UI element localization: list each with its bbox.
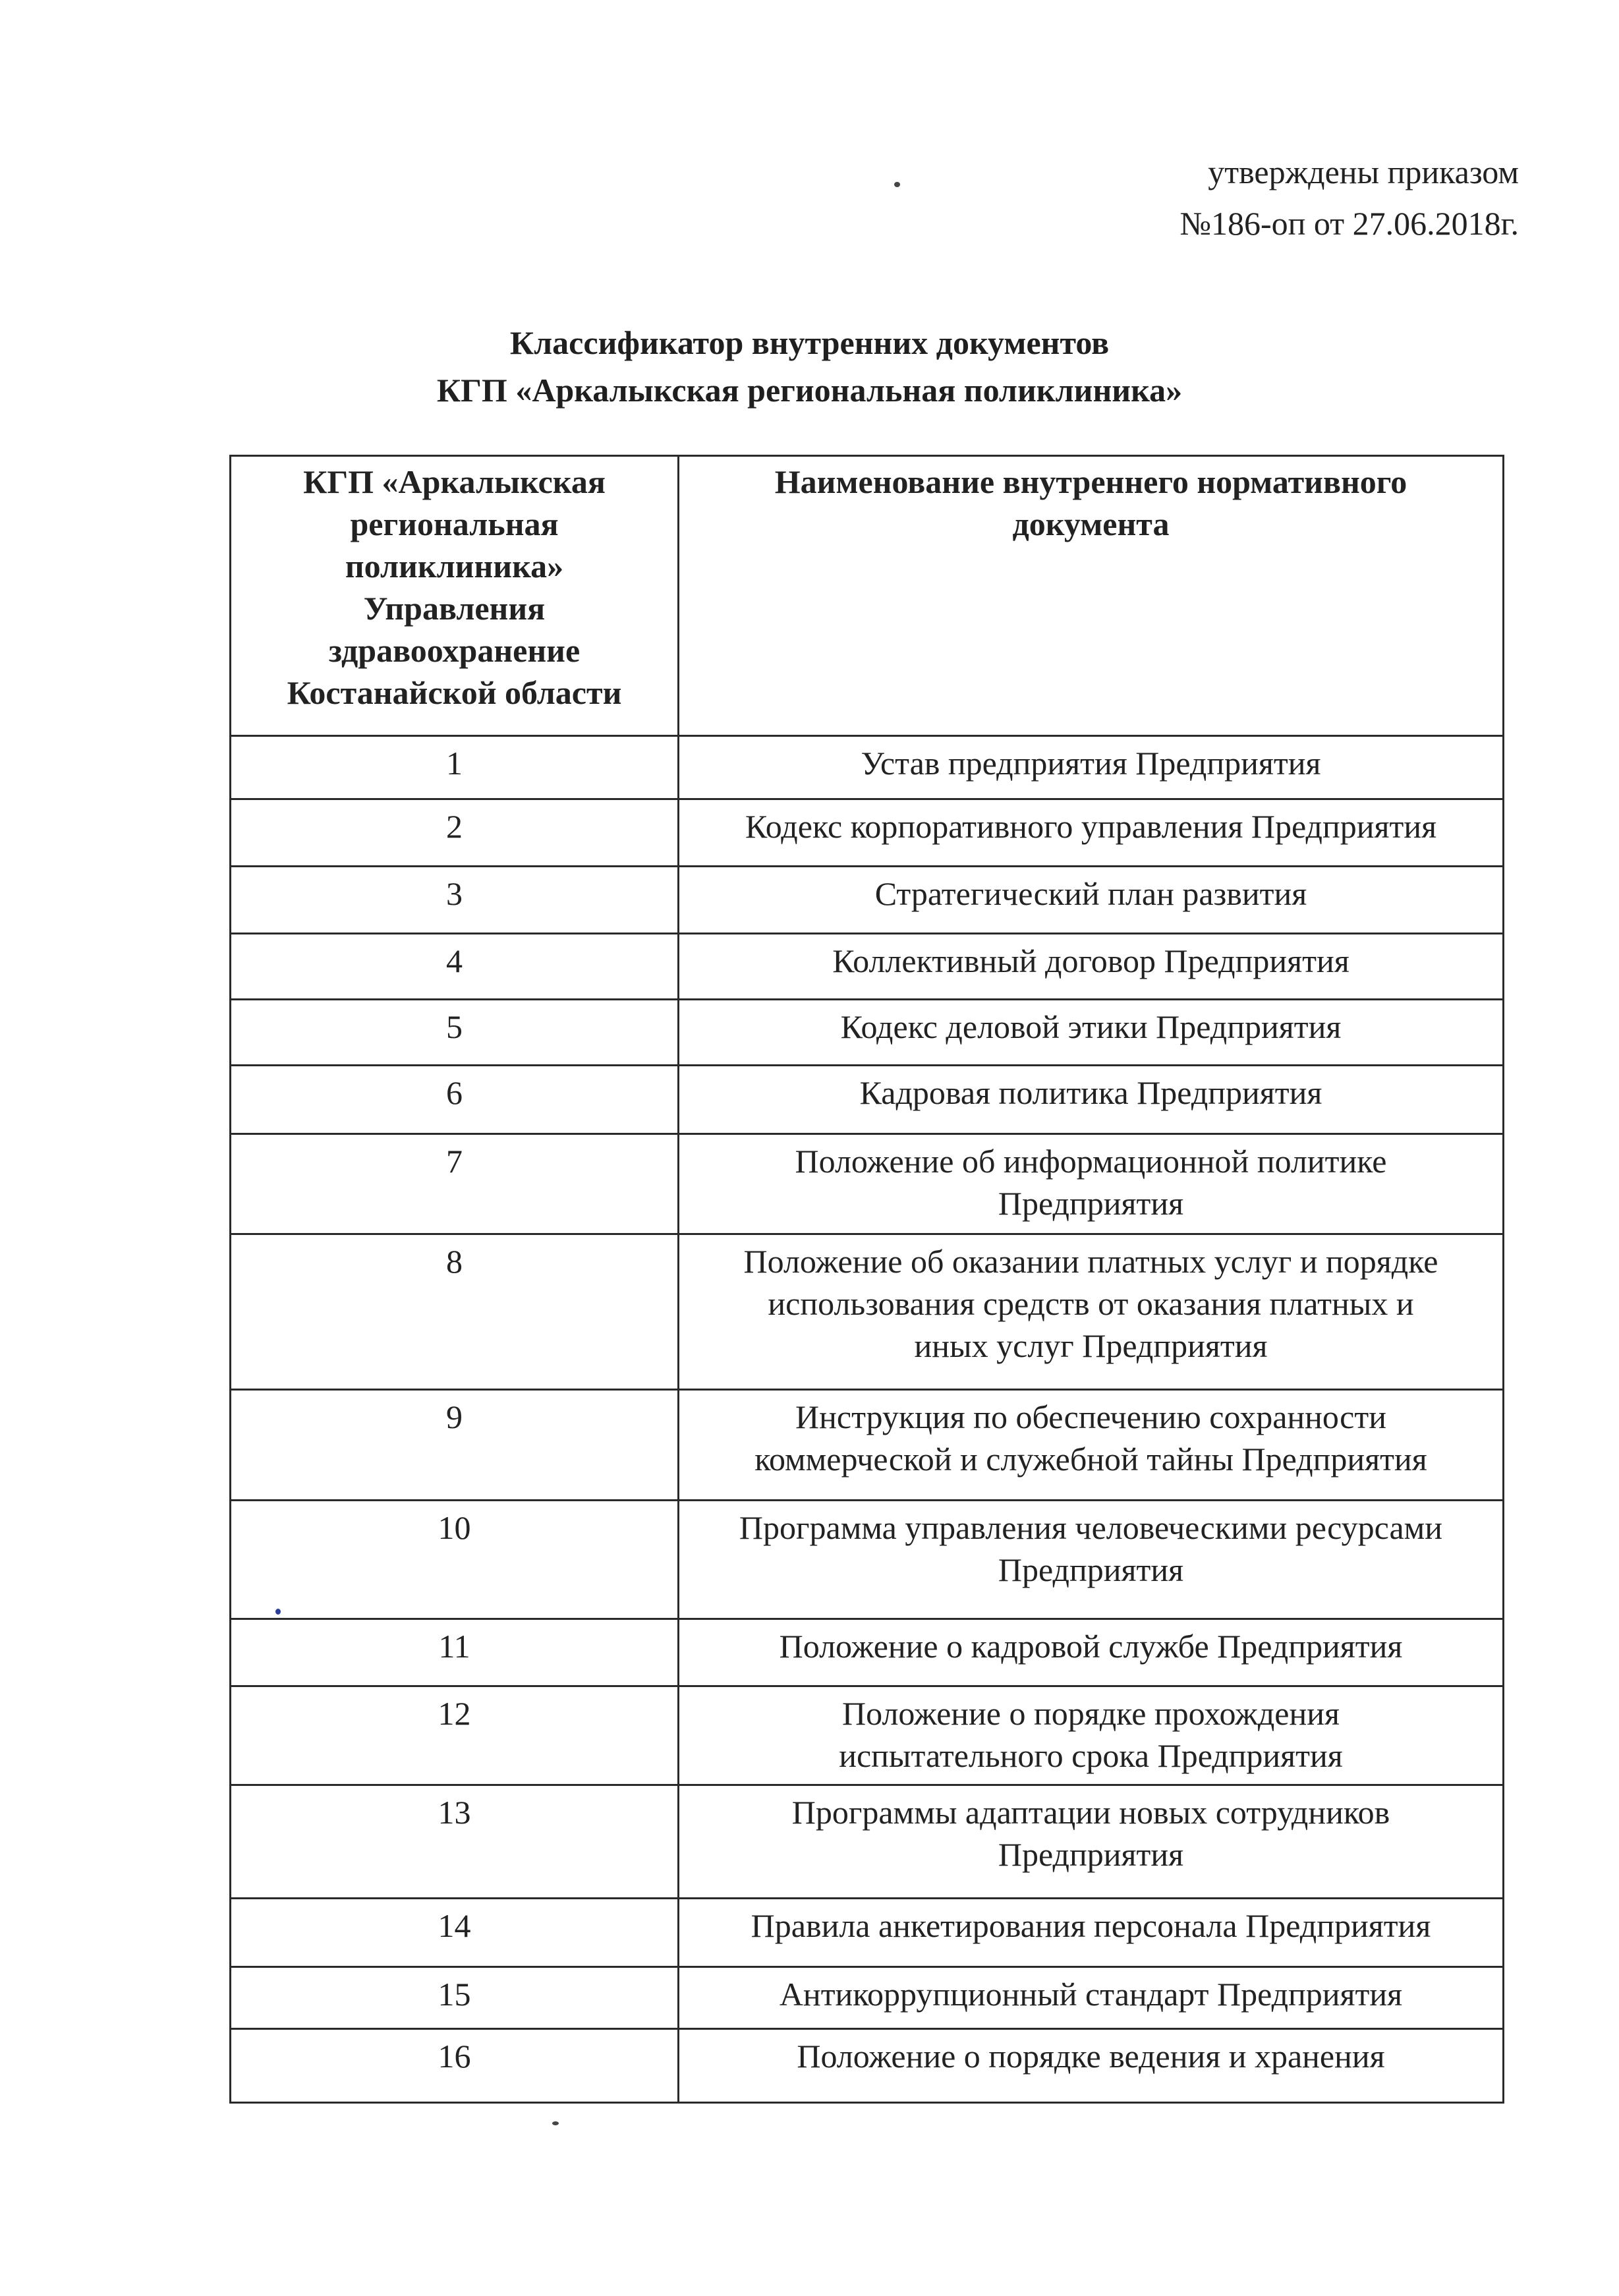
table-row	[231, 867, 1504, 934]
row-number: 16	[231, 2029, 679, 2103]
row-number: 8	[231, 1234, 679, 1390]
row-number: 12	[231, 1686, 679, 1785]
row-number: 13	[231, 1785, 679, 1899]
header-org-line: региональная	[350, 505, 559, 542]
document-name-line: иных услуг Предприятия	[914, 1327, 1268, 1364]
table-row	[231, 1234, 1504, 1390]
document-name-line: Программы адаптации новых сотрудников	[791, 1794, 1390, 1831]
document-title	[0, 319, 1619, 414]
table-row	[231, 1619, 1504, 1686]
document-name-line: Правила анкетирования персонала Предприятия	[751, 1907, 1431, 1944]
document-name-line: коммерческой и служебной тайны Предприятия	[754, 1441, 1427, 1478]
row-number: 1	[231, 736, 679, 799]
scan-speck	[552, 2121, 559, 2125]
document-name-line: Предприятия	[998, 1185, 1184, 1222]
header-doc-line: документа	[1012, 505, 1170, 542]
row-document-name	[679, 1967, 1504, 2029]
table-row	[231, 1785, 1504, 1899]
document-name-line: Положение об информационной политике	[795, 1143, 1387, 1180]
table-row	[231, 1899, 1504, 1967]
table-row	[231, 934, 1504, 1000]
row-number: 10	[231, 1501, 679, 1619]
header-doc-line: Наименование внутреннего нормативного	[774, 463, 1407, 500]
row-document-name	[679, 1134, 1504, 1234]
row-document-name	[679, 1686, 1504, 1785]
row-document-name	[679, 1234, 1504, 1390]
document-name-line: Устав предприятия Предприятия	[861, 745, 1321, 782]
document-name-line: Инструкция по обеспечению сохранности	[795, 1398, 1386, 1435]
header-org-line: поликлиника»	[345, 548, 564, 585]
row-number: 14	[231, 1899, 679, 1967]
row-number: 2	[231, 799, 679, 867]
document-name-line: Предприятия	[998, 1836, 1184, 1873]
row-number: 6	[231, 1066, 679, 1134]
header-organization	[231, 456, 679, 736]
approval-note	[1179, 146, 1519, 249]
table-row	[231, 2029, 1504, 2103]
row-number: 9	[231, 1390, 679, 1501]
table-body	[231, 736, 1504, 2103]
row-number: 3	[231, 867, 679, 934]
document-name-line: Положение о порядке прохождения	[842, 1695, 1340, 1732]
title-line-2: КГП «Аркалыкская региональная поликлиника»	[436, 372, 1183, 409]
table-row	[231, 1501, 1504, 1619]
row-number: 11	[231, 1619, 679, 1686]
row-number: 4	[231, 934, 679, 1000]
document-name-line: Положение об оказании платных услуг и порядке	[743, 1243, 1438, 1280]
table-row	[231, 1134, 1504, 1234]
header-org-line: Костанайской области	[287, 674, 622, 711]
row-document-name	[679, 799, 1504, 867]
row-document-name	[679, 1000, 1504, 1066]
table-row	[231, 1390, 1504, 1501]
header-org-line: Управления	[363, 590, 546, 627]
row-document-name	[679, 1066, 1504, 1134]
row-document-name	[679, 1899, 1504, 1967]
document-name-line: Коллективный договор Предприятия	[832, 942, 1349, 979]
document-name-line: Программа управления человеческими ресурсами	[739, 1509, 1443, 1546]
row-document-name	[679, 736, 1504, 799]
row-number: 5	[231, 1000, 679, 1066]
scan-speck	[894, 182, 900, 187]
table-row	[231, 736, 1504, 799]
document-name-line: Стратегический план развития	[874, 875, 1307, 912]
row-document-name	[679, 1501, 1504, 1619]
table-row	[231, 799, 1504, 867]
header-document-name	[679, 456, 1504, 736]
table-row	[231, 1686, 1504, 1785]
document-name-line: Положение о кадровой службе Предприятия	[779, 1628, 1403, 1665]
classifier-table	[229, 455, 1504, 2104]
document-name-line: Кодекс корпоративного управления Предприятия	[745, 808, 1437, 845]
document-name-line: Антикоррупционный стандарт Предприятия	[779, 1976, 1403, 2013]
document-name-line: Кадровая политика Предприятия	[859, 1074, 1322, 1111]
document-name-line: испытательного срока Предприятия	[839, 1737, 1343, 1774]
table-row	[231, 1000, 1504, 1066]
table-row	[231, 1967, 1504, 2029]
row-number: 7	[231, 1134, 679, 1234]
document-name-line: Кодекс деловой этики Предприятия	[840, 1008, 1342, 1045]
row-document-name	[679, 2029, 1504, 2103]
row-document-name	[679, 867, 1504, 934]
row-document-name	[679, 1619, 1504, 1686]
row-document-name	[679, 1390, 1504, 1501]
document-name-line: Предприятия	[998, 1551, 1184, 1588]
table-header-row	[231, 456, 1504, 736]
table-row	[231, 1066, 1504, 1134]
row-document-name	[679, 1785, 1504, 1899]
header-org-line: здравоохранение	[328, 632, 581, 669]
document-name-line: использования средств от оказания платных и	[768, 1285, 1414, 1322]
header-org-line: КГП «Аркалыкская	[303, 463, 606, 500]
document-name-line: Положение о порядке ведения и хранения	[797, 2038, 1385, 2075]
row-number: 15	[231, 1967, 679, 2029]
scan-speck	[275, 1609, 281, 1615]
approval-line-1: утверждены приказом	[1208, 154, 1519, 190]
title-line-1: Классификатор внутренних документов	[509, 324, 1110, 361]
approval-line-2: №186-оп от 27.06.2018г.	[1179, 205, 1519, 242]
row-document-name	[679, 934, 1504, 1000]
